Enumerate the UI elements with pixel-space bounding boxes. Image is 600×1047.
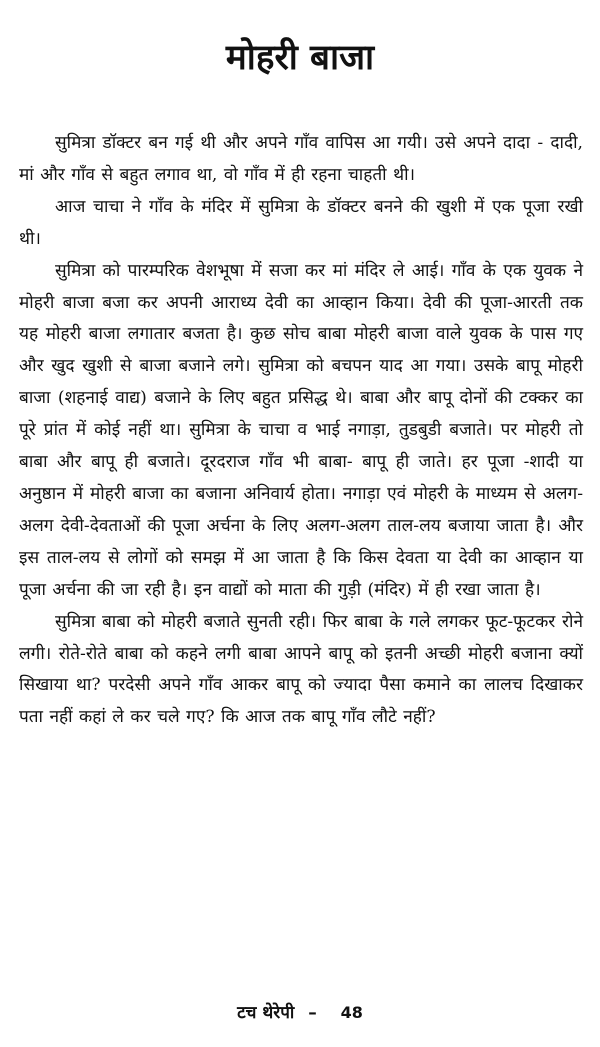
paragraph-1: सुमित्रा डॉक्टर बन गई थी और अपने गाँव वापिस आ गयी। उसे अपने दादा - दादी, मां और गाँव से बहुत लगाव था, वो गाँव में ही रहना चाहती थी। — [19, 133, 583, 185]
paragraph-3: सुमित्रा को पारम्परिक वेशभूषा में सजा कर मां मंदिर ले आई। गाँव के एक युवक ने मोहरी बाजा बजा कर अपनी आराध्य देवी का आव्हान किया। देवी की पूजा-आरती तक यह मोहरी बाजा लगातार बजता है। कुछ सोच बाबा मोहरी बाजा वाले युवक के पास गए और खुद खुशी से बाजा बजाने लगे। सुमित्रा को बचपन याद आ गया। उसके बापू मोहरी बाजा (शहनाई वाद्य) बजाने के लिए बहुत प्रसिद्ध थे। बाबा और बापू दोनों की टक्कर का पूरे प्रांत में कोई नहीं था। सुमित्रा के चाचा व भाई नगाड़ा, तुडबुडी बजाते। पर मोहरी तो बाबा और बापू ही बजाते। दूरदराज गाँव भी बाबा- बापू ही जाते। हर पूजा -शादी या अनुष्ठान में मोहरी बाजा का बजाना अनिवार्य होता। नगाड़ा एवं मोहरी के माध्यम से अलग-अलग देवी-देवताओं की पूजा अर्चना के लिए अलग-अलग ताल-लय बजाया जाता है। और इस ताल-लय से लोगों को समझ में आ जाता है कि किस देवता या देवी का आव्हान या पूजा अर्चना की जा रही है। इन वाद्यों को माता की गुड़ी (मंदिर) में ही रखा जाता है। — [19, 260, 583, 600]
footer-separator: – — [308, 1003, 317, 1023]
page-footer — [0, 999, 600, 1027]
paragraph-4: सुमित्रा बाबा को मोहरी बजाते सुनती रही। फिर बाबा के गले लगकर फूट-फूटकर रोने लगी। रोते-रोते बाबा को कहने लगी बाबा आपने बापू को इतनी अच्छी मोहरी बजाना क्यों सिखाया था? परदेसी अपने गाँव आकर बापू को ज्यादा पैसा कमाने का लालच दिखाकर पता नहीं कहां ले कर चले गए? कि आज तक बापू गाँव लौटे नहीं? — [19, 611, 583, 728]
page-number: 48 — [340, 1003, 363, 1022]
chapter-body — [19, 128, 583, 734]
footer-book-title: टच थेरेपी — [237, 1003, 295, 1023]
paragraph-2: आज चाचा ने गाँव के मंदिर में सुमित्रा के डॉक्टर बनने की खुशी में एक पूजा रखी थी। — [19, 196, 583, 249]
chapter-title: मोहरी बाजा — [225, 38, 375, 78]
